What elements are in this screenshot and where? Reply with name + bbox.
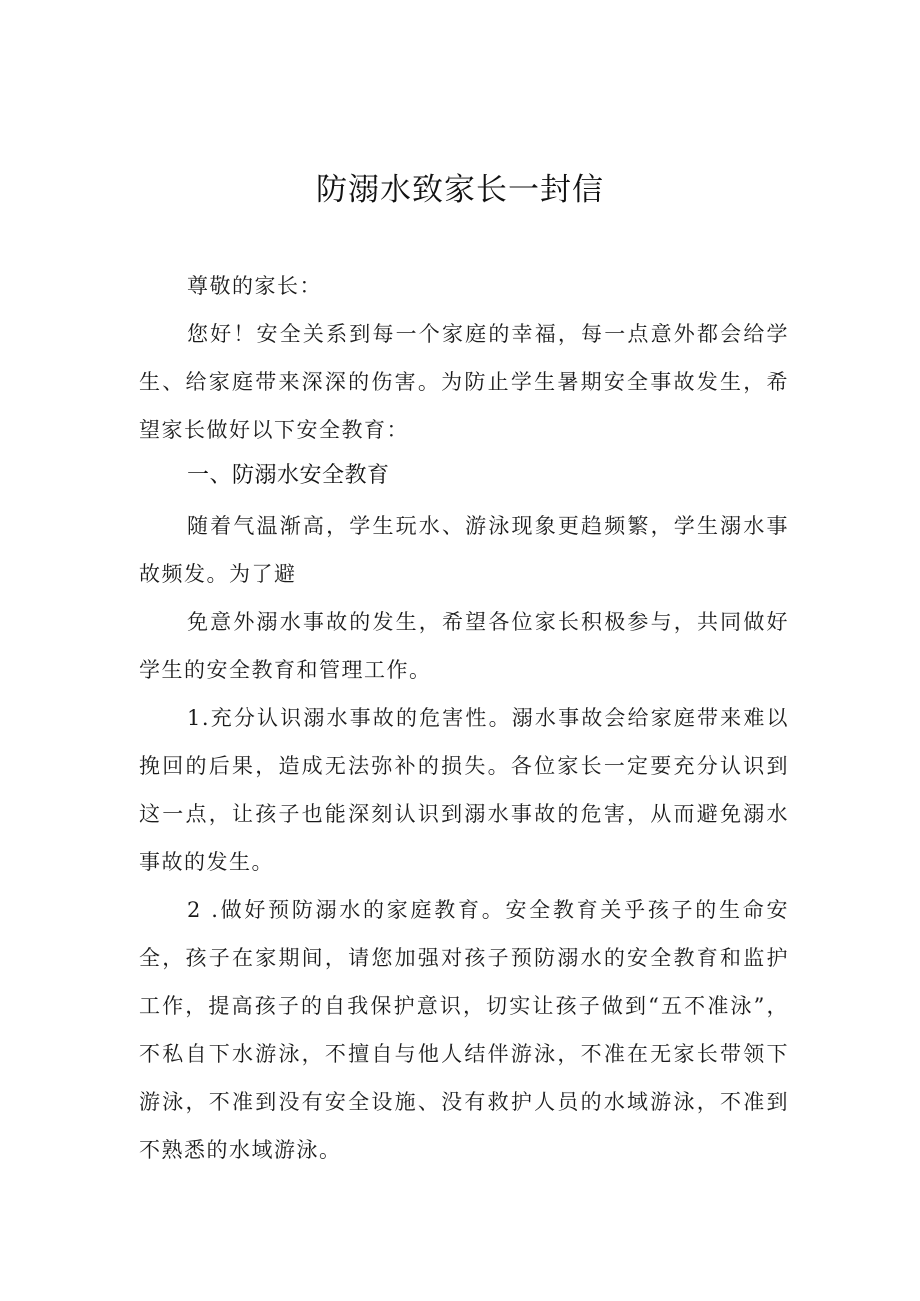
document-title: 防溺水致家长一封信: [316, 172, 604, 208]
salutation: 尊敬的家长：: [187, 274, 322, 298]
paragraph-temperature: 随着气温渐高，学生玩水、游泳现象更趋频繁，学生溺水事故频发。为了避: [139, 514, 789, 586]
paragraph-prevention: 免意外溺水事故的发生，希望各位家长积极参与，共同做好学生的安全教育和管理工作。: [139, 610, 789, 682]
section-heading: 一、防溺水安全教育: [187, 463, 390, 488]
intro-paragraph: 您好！安全关系到每一个家庭的幸福，每一点意外都会给学生、给家庭带来深深的伤害。为防止学生暑期安全事故发生，希望家长做好以下安全教育：: [139, 322, 789, 442]
item-family-education: 2 .做好预防溺水的家庭教育。安全教育关乎孩子的生命安全，孩子在家期间，请您加强对孩子预防溺水的安全教育和监护工作，提高孩子的自我保护意识，切实让孩子做到“五不准泳”，不私自下水游泳，不擅自与他人结伴游泳，不准在无家长带领下游泳，不准到没有安全设施、没有救护人员的水域游泳，不准到不熟悉的水域游泳。: [139, 898, 789, 1162]
item-awareness: 1.充分认识溺水事故的危害性。溺水事故会给家庭带来难以挽回的后果，造成无法弥补的损失。各位家长一定要充分认识到这一点，让孩子也能深刻认识到溺水事故的危害，从而避免溺水事故的发生。: [139, 706, 789, 874]
